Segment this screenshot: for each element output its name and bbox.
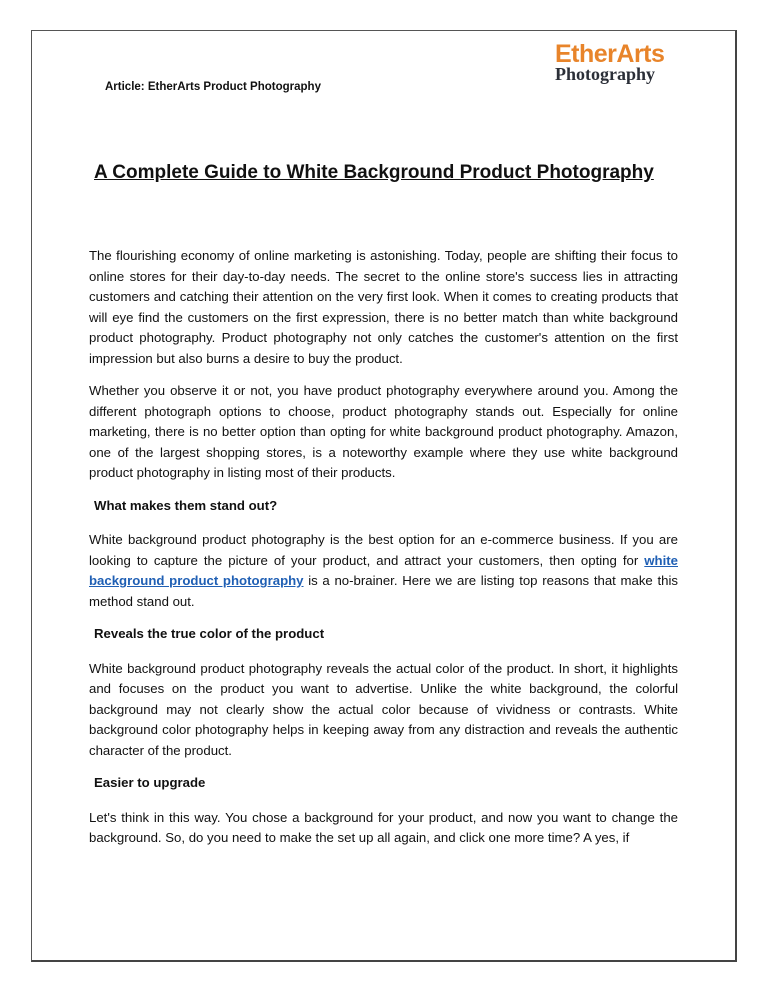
etherarts-logo (555, 41, 667, 87)
section-paragraph-stand-out (89, 530, 678, 612)
section-heading-true-color: Reveals the true color of the product (94, 626, 325, 641)
article-body (89, 246, 678, 861)
section-heading-upgrade: Easier to upgrade (94, 775, 206, 790)
section-heading-stand-out: What makes them stand out? (94, 497, 278, 513)
white-background-link[interactable]: white background product photography (89, 552, 678, 588)
paragraph-text: White background product photography is the best option for an e-commerce business. If you are looking to capture the picture of your product, and attract your customers, then opting for (89, 532, 678, 568)
logo-top-text: EtherArts (555, 40, 665, 68)
logo-bottom-text: Photography (555, 64, 656, 84)
intro-paragraph-2: Whether you observe it or not, you have product photography everywhere around you. Among the different photograph options to choose, product photography stands out. Especially for online marketing, there is no better option than opting for white background product photography. Amazon, one of the largest shopping stores, is a noteworthy example where they use white background product photography in listing most of their products. (89, 383, 678, 480)
page-title: A Complete Guide to White Background Product Photography (94, 162, 654, 183)
section-paragraph-true-color: White background product photography reveals the actual color of the product. In short, it highlights and focuses on the product you want to advertise. Unlike the white background, the colorful background may not clearly show the actual color because of vividness or contrasts. White background color photography helps in keeping away from any distraction and reveals the authentic character of the product. (89, 660, 678, 758)
article-label: Article: EtherArts Product Photography (105, 81, 321, 93)
intro-paragraph-1: The flourishing economy of online marketing is astonishing. Today, people are shifting their focus to online stores for their day-to-day needs. The secret to the online store's success lies in attracting customers and catching their attention on the very first look. When it comes to creating products that will eye find the customers on the first expression, there is no better match than white background product photography. Product photography not only catches the customer's attention on the first impression but also burns a desire to buy the product. (89, 248, 678, 366)
section-paragraph-upgrade: Let's think in this way. You chose a background for your product, and now you want to change the background. So, do you need to make the set up all again, and click one more time? A yes, if (89, 809, 678, 845)
paragraph-text: is a no-brainer. Here we are listing top reasons that make this method stand out. (89, 573, 678, 609)
